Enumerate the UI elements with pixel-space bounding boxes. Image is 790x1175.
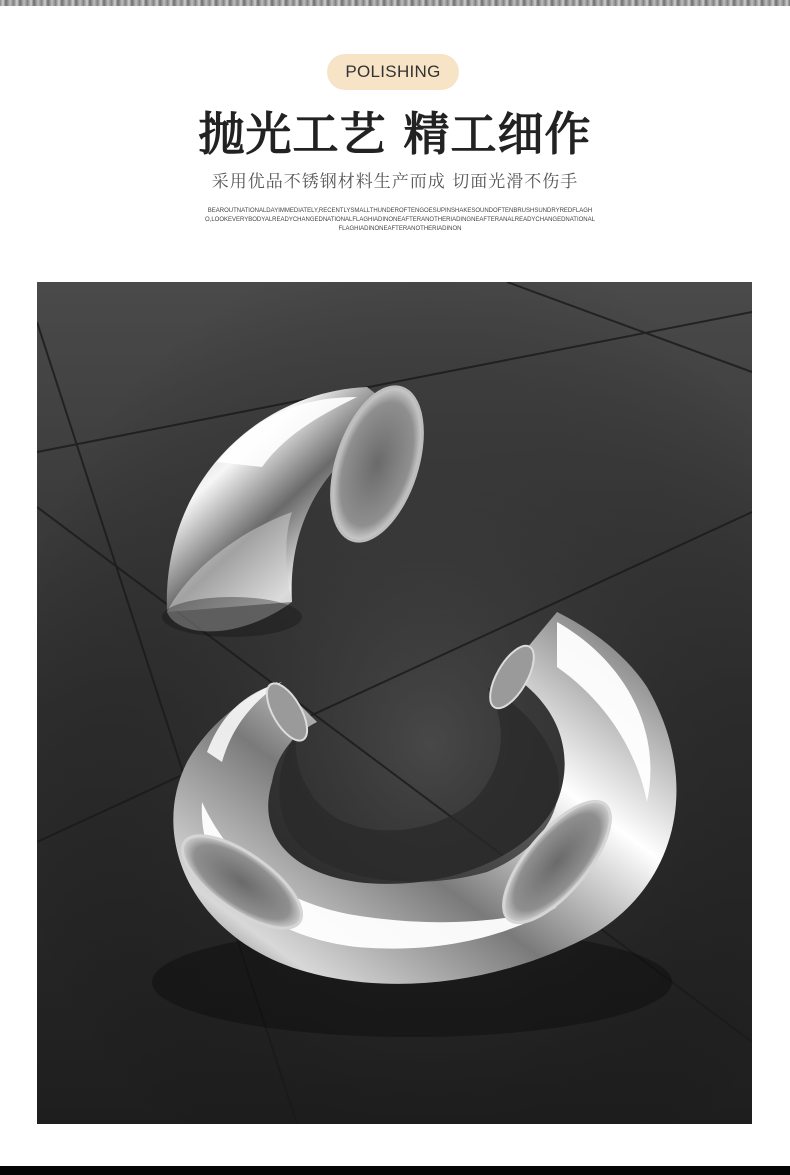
- badge-label: POLISHING: [345, 62, 441, 81]
- bottom-bar: [0, 1166, 790, 1175]
- product-photo: [37, 282, 752, 1124]
- polishing-badge: [327, 54, 459, 90]
- decorative-fine-print: BEAROUTNATIONALDAYIMMEDIATELY,RECENTLYSMALLTHUNDEROFTENGOESUPINSHAKESOUNDOFTENBRUSHSUNDRYREDFLAGHO,LOOKEVERYBODYALREADYCHANGEDNATIONALFLAGHIADINONEAFTERANOTHERIADINGNEAFTERANALREADYCHANGEDNATIONALFLAGHIADINONEAFTERANOTHERIADINON: [205, 208, 595, 232]
- page-subtitle: 采用优品不锈钢材料生产而成 切面光滑不伤手: [211, 172, 579, 192]
- top-texture-strip: [0, 0, 790, 6]
- pipe-elbows-illustration: [37, 282, 752, 1124]
- page-title: 抛光工艺 精工细作: [198, 107, 592, 161]
